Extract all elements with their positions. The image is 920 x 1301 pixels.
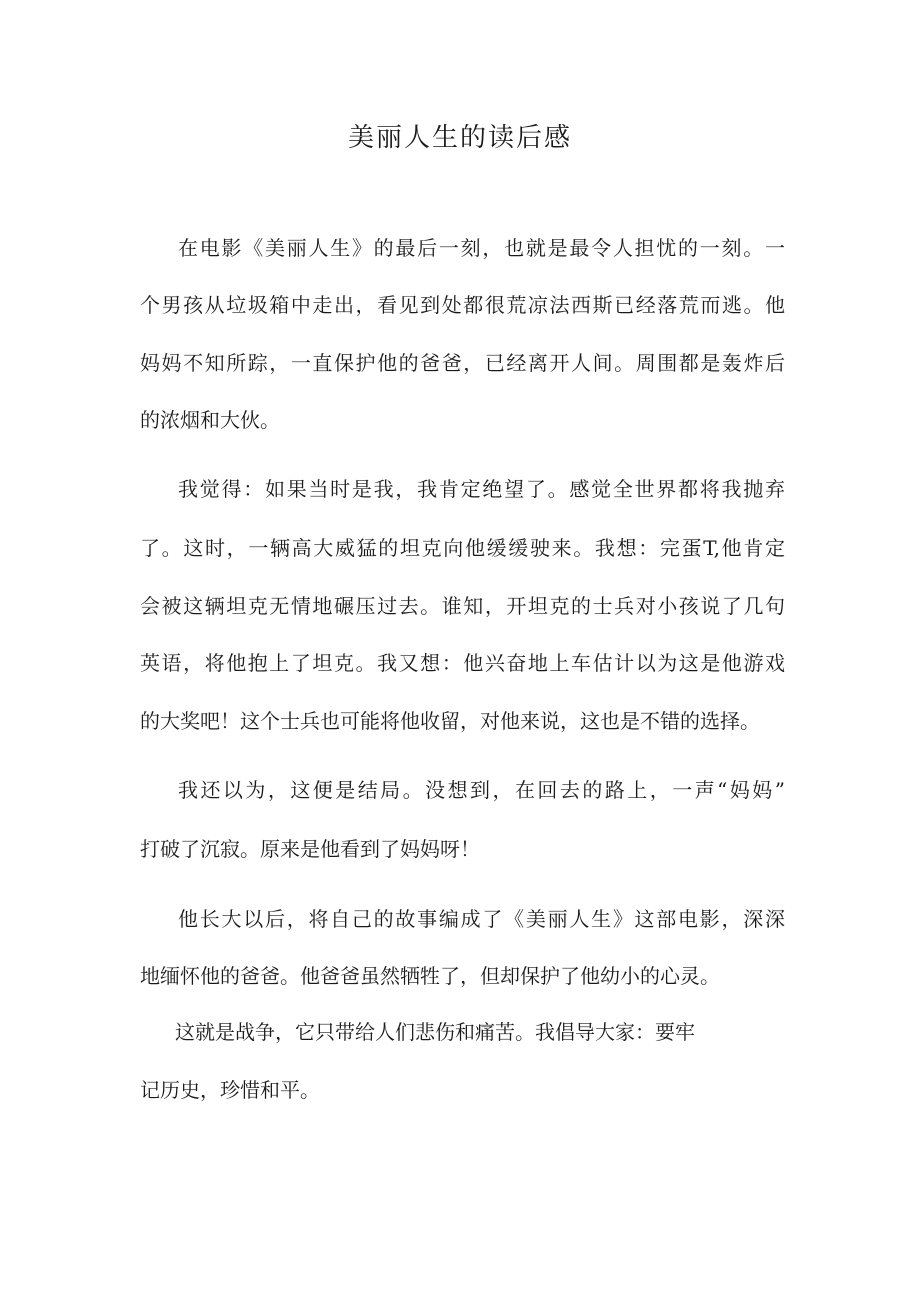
paragraph-2-line-1: 我觉得：如果当时是我，我肯定绝望了。感觉全世界都将我抛弃	[178, 477, 785, 501]
paragraph-4-line-2: 地缅怀他的爸爸。他爸爸虽然牺牲了，但却保护了他幼小的心灵。	[140, 964, 720, 988]
paragraph-1-line-3: 妈妈不知所踪，一直保护他的爸爸，已经离开人间。周围都是轰炸后	[140, 351, 785, 375]
paragraph-3-line-2: 打破了沉寂。原来是他看到了妈妈呀！	[140, 837, 480, 861]
document-title: 美丽人生的读后感	[347, 123, 572, 153]
paragraph-3-line-1: 我还以为，这便是结局。没想到，在回去的路上，一声“妈妈”	[178, 778, 785, 802]
paragraph-4-line-1: 他长大以后，将自己的故事编成了《美丽人生》这部电影，深深	[178, 907, 785, 931]
paragraph-2-line-4: 英语，将他抱上了坦克。我又想：他兴奋地上车估计以为这是他游戏	[140, 651, 785, 675]
paragraph-2-line-5: 的大奖吧！这个士兵也可能将他收留，对他来说，这也是不错的选择。	[140, 709, 760, 733]
paragraph-1-line-2: 个男孩从垃圾箱中走出，看见到处都很荒凉法西斯已经落荒而逃。他	[140, 293, 785, 317]
paragraph-2-line-2: 了。这时，一辆高大威猛的坦克向他缓缓驶来。我想：完蛋T,他肯定	[140, 536, 785, 560]
paragraph-5-line-1: 这就是战争，它只带给人们悲伤和痛苦。我倡导大家：要牢	[175, 1020, 695, 1044]
paragraph-1-line-4: 的浓烟和大伙。	[140, 408, 280, 432]
paragraph-2-line-3: 会被这辆坦克无情地碾压过去。谁知，开坦克的士兵对小孩说了几句	[140, 594, 785, 618]
paragraph-5-line-2: 记历史，珍惜和平。	[140, 1078, 320, 1102]
paragraph-1-line-1: 在电影《美丽人生》的最后一刻，也就是最令人担忧的一刻。一	[178, 236, 785, 260]
